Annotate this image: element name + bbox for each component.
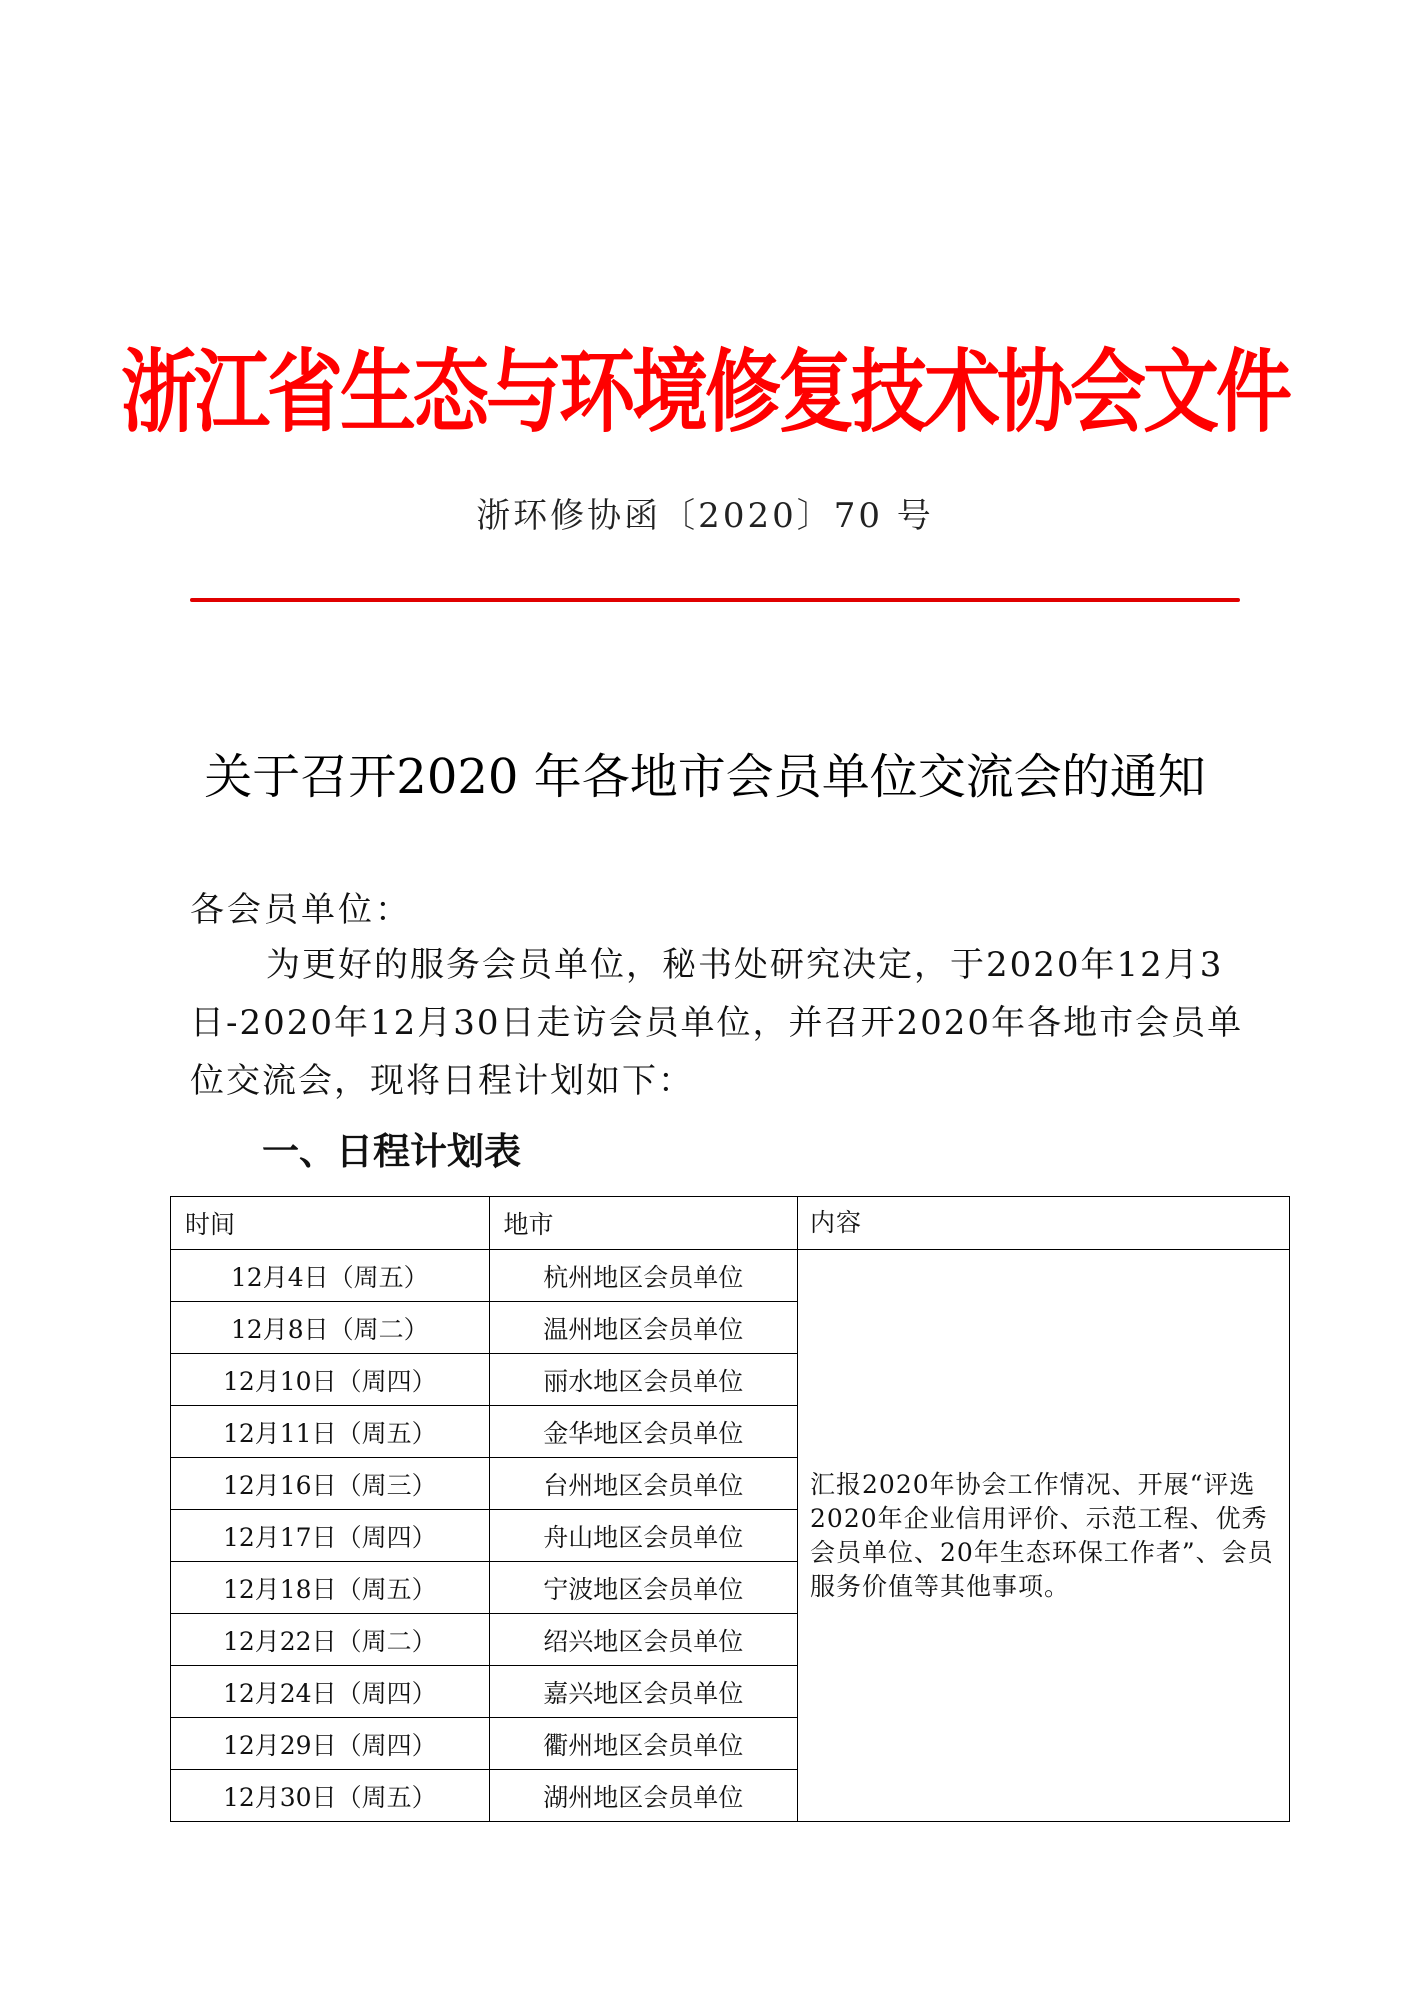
row-city: 台州地区会员单位	[489, 1458, 797, 1510]
salutation: 各会员单位：	[190, 890, 412, 930]
row-city: 温州地区会员单位	[489, 1302, 797, 1354]
section-heading-schedule: 一、日程计划表	[262, 1130, 521, 1173]
row-city: 衢州地区会员单位	[489, 1718, 797, 1770]
row-city: 嘉兴地区会员单位	[489, 1666, 797, 1718]
row-city: 湖州地区会员单位	[489, 1770, 797, 1822]
column-header-city: 地市	[489, 1197, 797, 1250]
column-header-content: 内容	[798, 1197, 1290, 1250]
row-city: 绍兴地区会员单位	[489, 1614, 797, 1666]
row-time: 12月17日（周四）	[171, 1510, 490, 1562]
row-time: 12月22日（周二）	[171, 1614, 490, 1666]
document-number: 浙环修协函〔2020〕70 号	[476, 496, 934, 536]
row-city: 宁波地区会员单位	[489, 1562, 797, 1614]
row-time: 12月11日（周五）	[171, 1406, 490, 1458]
row-time: 12月16日（周三）	[171, 1458, 490, 1510]
row-time: 12月4日（周五）	[171, 1250, 490, 1302]
table-row	[171, 1250, 1290, 1302]
row-time: 12月18日（周五）	[171, 1562, 490, 1614]
row-time: 12月24日（周四）	[171, 1666, 490, 1718]
body-paragraph: 为更好的服务会员单位，秘书处研究决定，于2020年12月3日-2020年12月30日走访会员单位，并召开2020年各地市会员单位交流会，现将日程计划如下：	[190, 945, 1244, 1101]
row-city: 金华地区会员单位	[489, 1406, 797, 1458]
row-time: 12月8日（周二）	[171, 1302, 490, 1354]
row-city: 丽水地区会员单位	[489, 1354, 797, 1406]
row-time: 12月30日（周五）	[171, 1770, 490, 1822]
red-divider-line	[190, 598, 1240, 602]
organization-header-title: 浙江省生态与环境修复技术协会文件	[121, 339, 1289, 445]
row-time: 12月29日（周四）	[171, 1718, 490, 1770]
notice-title: 关于召开2020 年各地市会员单位交流会的通知	[204, 749, 1206, 805]
table-header-row	[171, 1197, 1290, 1250]
schedule-table-body	[171, 1250, 1290, 1822]
row-time: 12月10日（周四）	[171, 1354, 490, 1406]
column-header-time: 时间	[171, 1197, 490, 1250]
row-city: 杭州地区会员单位	[489, 1250, 797, 1302]
row-city: 舟山地区会员单位	[489, 1510, 797, 1562]
content-description-cell: 汇报2020年协会工作情况、开展“评选2020年企业信用评价、示范工程、优秀会员单位、20年生态环保工作者”、会员服务价值等其他事项。	[798, 1250, 1290, 1822]
schedule-table	[170, 1196, 1290, 1822]
